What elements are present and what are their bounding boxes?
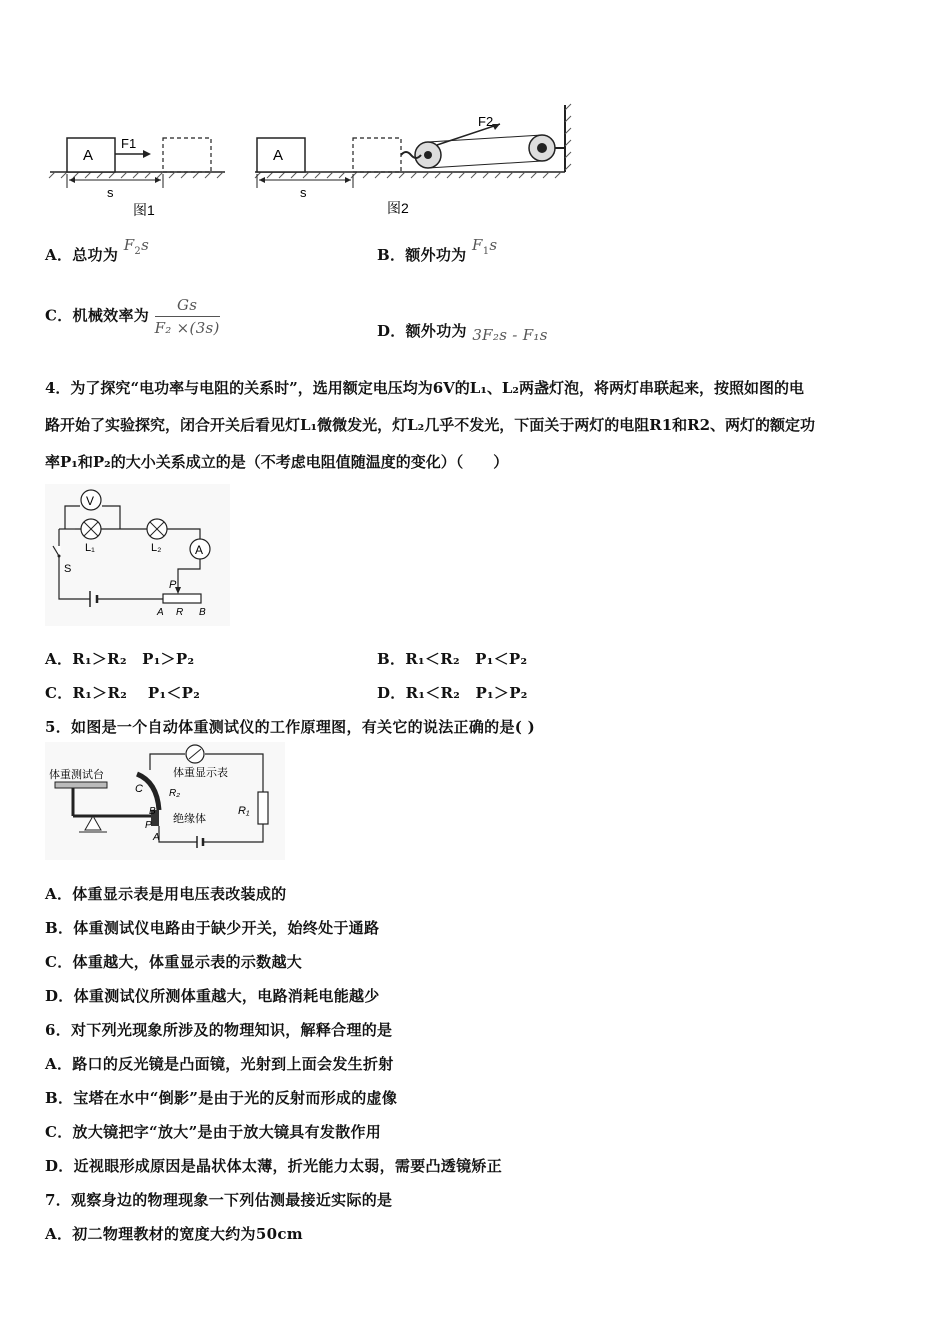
math-expr: 3F₂s - F₁s [472,326,548,344]
q6-option-c[interactable]: C．放大镜把字“放大”是由于放大镜具有发散作用 [45,1123,382,1141]
svg-text:A: A [153,832,160,843]
q4-option-c[interactable]: C．R₁＞R₂ P₁＜P₂ [45,684,201,702]
q4-circuit-diagram [45,484,230,626]
math-expr: $F_1s$ [472,236,498,257]
distance-label: s [107,185,114,200]
svg-text:C: C [135,783,143,795]
q5-stem: 5．如图是一个自动体重测试仪的工作原理图，有关它的说法正确的是( ) [45,718,536,736]
q3-option-a[interactable]: A．总功为 $F_2s$ [45,236,150,264]
ammeter-label: A [195,543,204,557]
q4-option-b[interactable]: B．R₁＜R₂ P₁＜P₂ [377,650,528,668]
platform-label: 体重测试台 [49,769,104,781]
block-label: A [273,147,284,164]
rheostat-icon [163,594,201,603]
q3-option-b[interactable]: B．额外功为 $F_1s$ [377,236,498,264]
q4-option-d[interactable]: D．R₁＜R₂ P₁＞P₂ [377,684,528,702]
svg-text:A: A [157,607,164,618]
q5-scale-diagram [45,742,285,860]
q6-option-a[interactable]: A．路口的反光镜是凸面镜，光射到上面会发生折射 [45,1055,394,1073]
resistor-r1-icon [258,792,268,824]
force-label-f2: F2 [478,114,494,129]
r2-label: R₂ [169,788,181,799]
force-label-f1: F1 [121,136,137,151]
dashed-block [163,138,211,172]
q5-option-d[interactable]: D．体重测试仪所测体重越大，电路消耗电能越少 [45,987,380,1005]
figure-caption-2: 图2 [387,200,409,216]
dashed-block [353,138,401,172]
svg-text:P: P [145,820,152,831]
block-label: A [83,147,94,164]
q6-option-b[interactable]: B．宝塔在水中“倒影”是由于光的反射而形成的虚像 [45,1089,398,1107]
figure-caption-1: 图1 [133,202,155,218]
q5-option-c[interactable]: C．体重越大，体重显示表的示数越大 [45,953,303,971]
q4-option-a[interactable]: A．R₁＞R₂ P₁＞P₂ [45,650,195,668]
lamp-l2-label: L₂ [151,542,162,554]
q3-figures [45,100,585,225]
r1-label: R₁ [238,805,250,817]
q3-option-c[interactable]: C．机械效率为 $\frac{Gs}{\text{F₂ ×(3s)}}$ [45,296,220,337]
q5-option-a[interactable]: A．体重显示表是用电压表改装成的 [45,885,287,903]
insulator-label: 绝缘体 [173,813,206,825]
fraction: $\frac{Gs}{\text{F₂ ×(3s)}}$ [154,296,220,337]
q7-stem: 7．观察身边的物理现象一下列估测最接近实际的是 [45,1191,393,1209]
q6-option-d[interactable]: D．近视眼形成原因是晶状体太薄，折光能力太弱，需要凸透镜矫正 [45,1157,503,1175]
svg-text:B: B [199,607,206,618]
q6-stem: 6．对下列光现象所涉及的物理知识，解释合理的是 [45,1021,393,1039]
math-expr: $F_2s$ [123,236,150,257]
meter-label: 体重显示表 [173,767,228,779]
figure-1 [49,136,225,218]
q4-stem: 4．为了探究“电功率与电阻的关系时”，选用额定电压均为6V的L₁、L₂两盏灯泡，将两灯串联起来，按照如图的电 路开始了实验探究，闭合开关后看见灯L₁微微发光，灯L₂几乎不发光，下面关于两灯的电阻R1和R2、两灯的额定功 率P₁和P₂的大小关系成立的是（不考虑电阻值随温度的变化）（ ） [45,379,816,471]
platform-icon [55,782,107,788]
switch-label: S [64,563,72,575]
q3-option-d[interactable]: D．额外功为 3F₂s - F₁s [377,322,548,344]
lamp-l1-label: L₁ [85,542,95,554]
arrow-right-icon [143,150,151,158]
svg-text:R: R [176,607,184,618]
q5-option-b[interactable]: B．体重测试仪电路由于缺少开关，始终处于通路 [45,919,380,937]
svg-text:B: B [149,806,156,817]
slider-label: P [169,579,177,591]
figure-2 [255,104,571,216]
q7-option-a[interactable]: A．初二物理教材的宽度大约为50cm [45,1225,303,1243]
distance-label: s [300,185,307,200]
voltmeter-label: V [86,494,95,508]
